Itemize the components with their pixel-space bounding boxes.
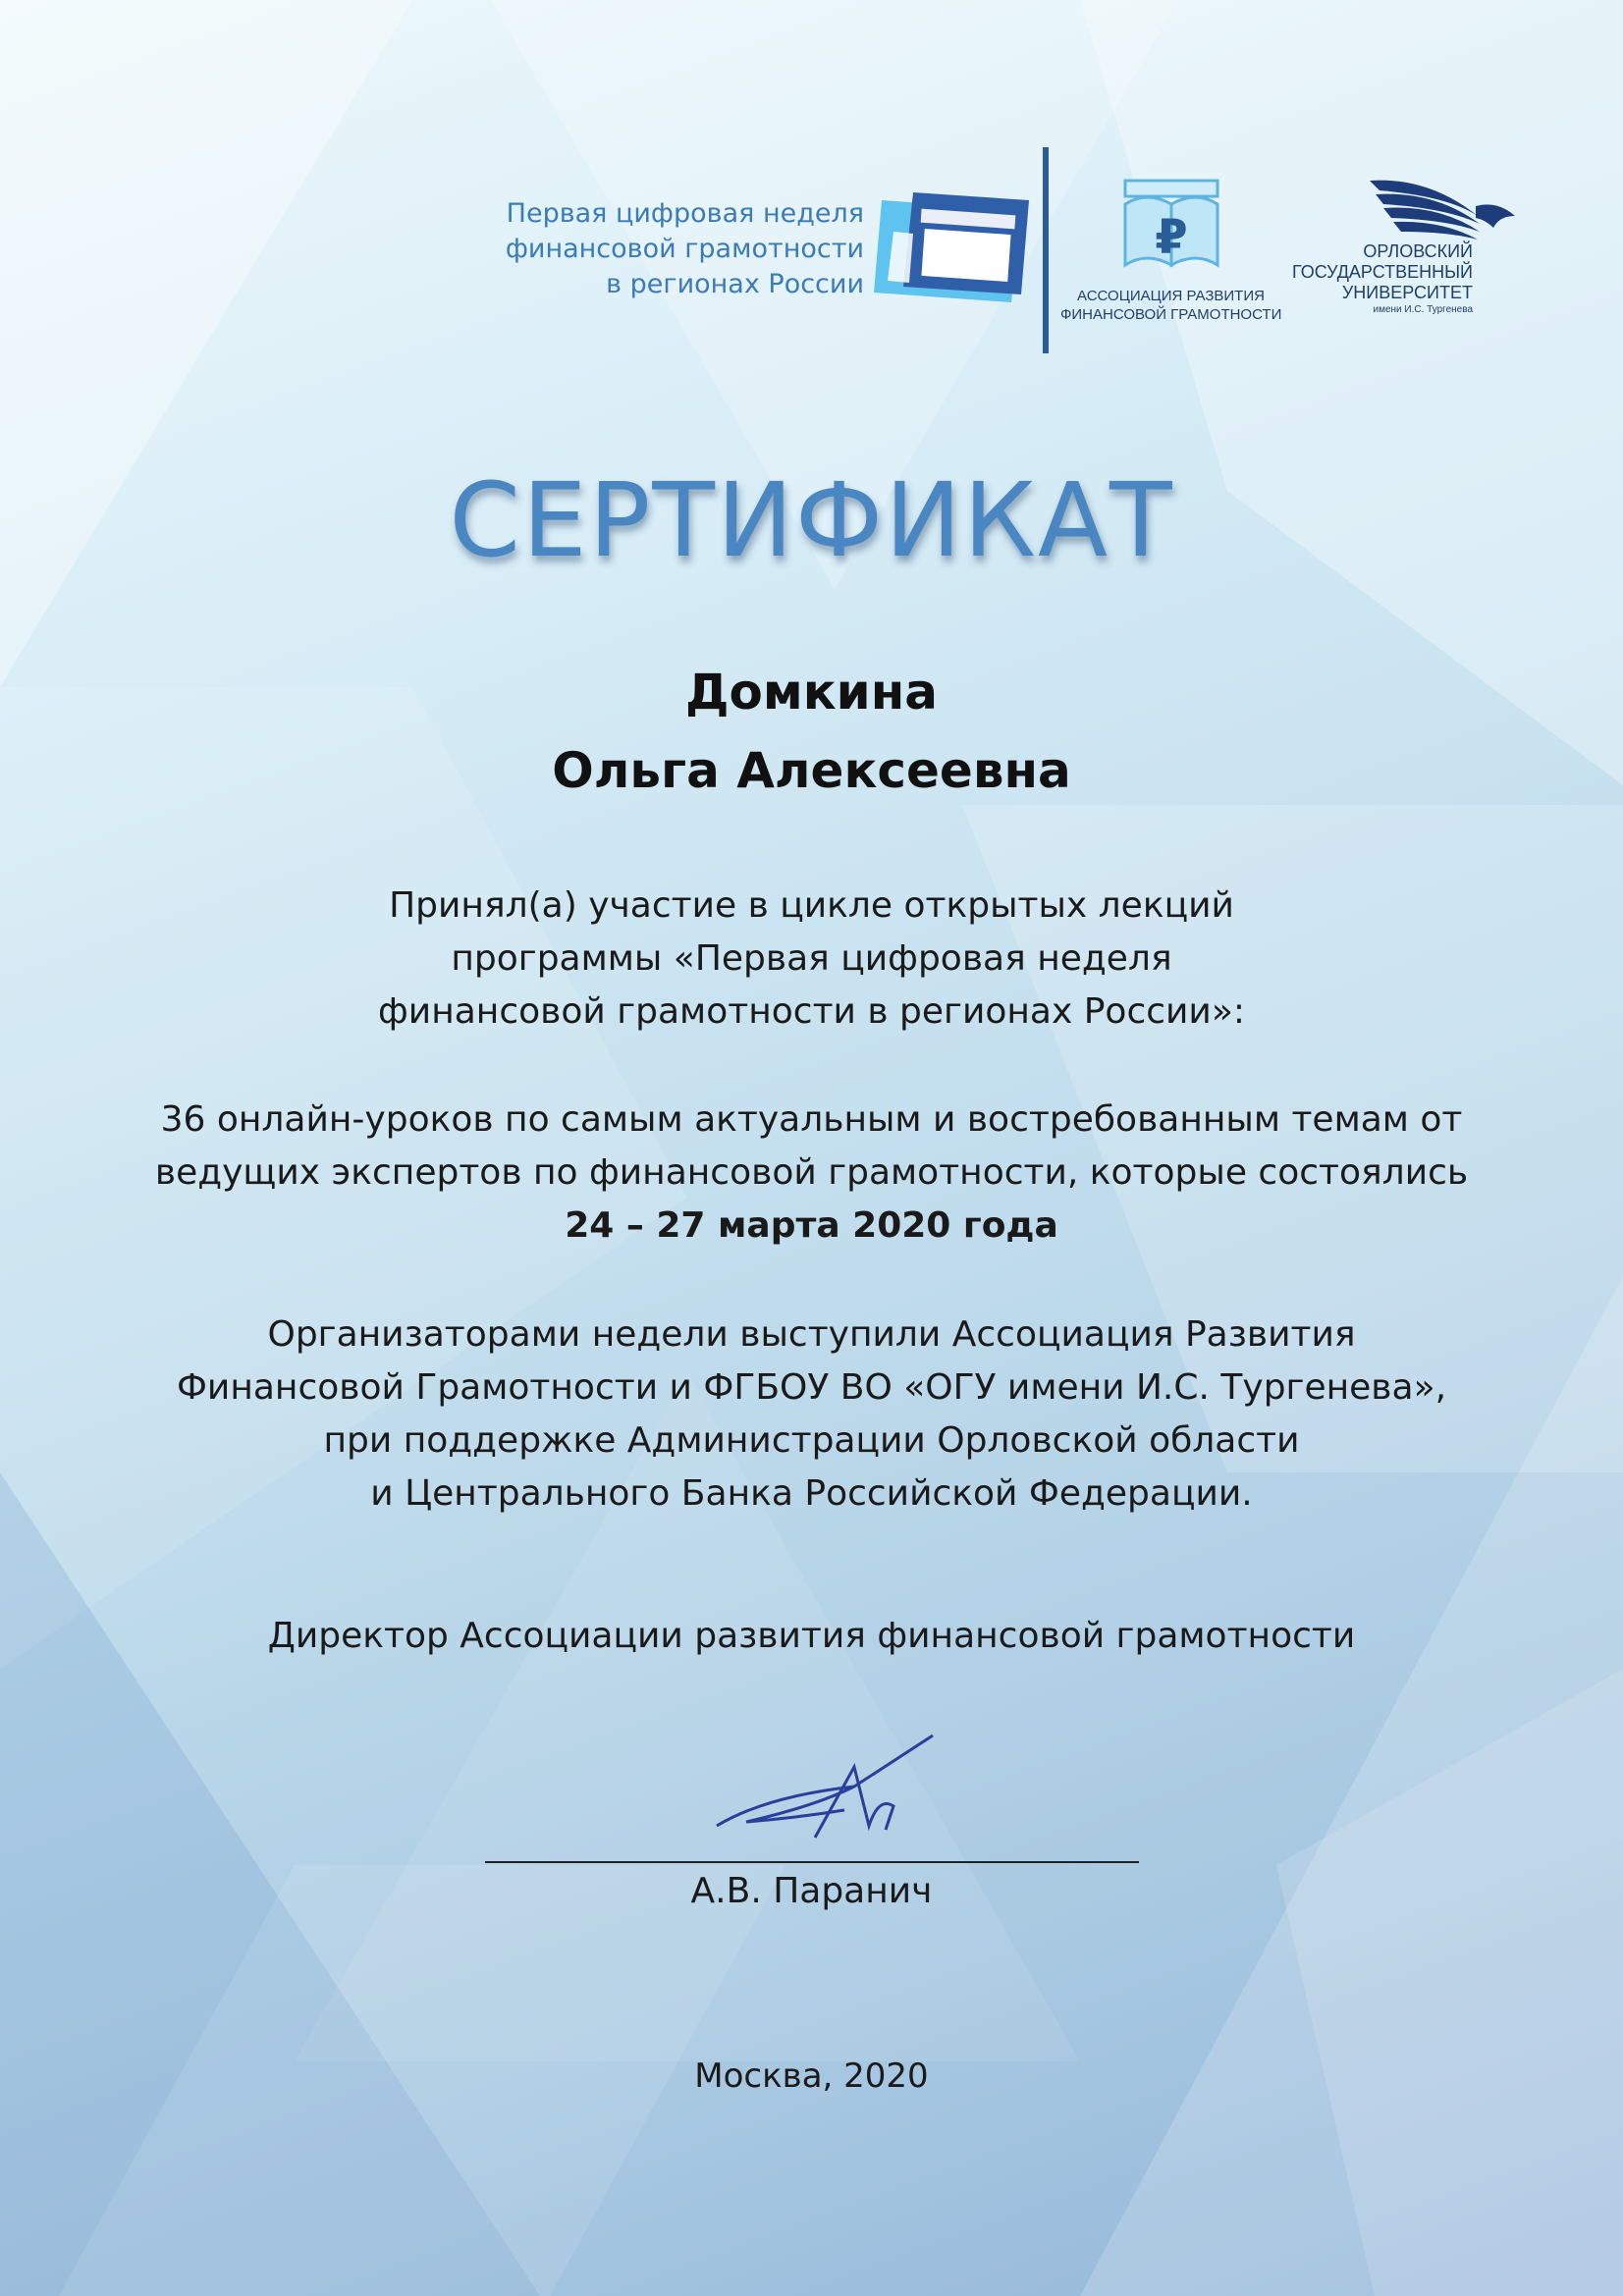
paragraph-line: Финансовой Грамотности и ФГБОУ ВО «ОГУ имени И.С. Тургенева», <box>176 1367 1447 1408</box>
logo-university-text <box>1276 241 1473 317</box>
logo-week-line-1: Первая цифровая неделя <box>506 198 864 229</box>
signature-line <box>485 1861 1139 1863</box>
logo-week-line-3: в регионах России <box>606 269 864 299</box>
paragraph-line: и Центрального Банка Российской Федерации. <box>370 1473 1253 1514</box>
participation-paragraph <box>0 880 1623 1039</box>
logo-association-text <box>1060 287 1281 324</box>
logo-ogu-line-1: ОРЛОВСКИЙ <box>1363 241 1473 261</box>
logo-week-line-2: финансовой грамотности <box>505 234 864 264</box>
paragraph-line: финансовой грамотности в регионах России»: <box>378 991 1245 1032</box>
recipient-last-name: Домкина <box>684 664 938 721</box>
event-dates: 24 – 27 марта 2020 года <box>565 1205 1058 1246</box>
logo-ogu-subline: имени И.С. Тургенева <box>1373 304 1473 315</box>
logo-divider <box>1043 147 1049 353</box>
logo-assoc-line-2: ФИНАНСОВОЙ ГРАМОТНОСТИ <box>1060 306 1282 323</box>
recipient-name <box>0 653 1623 810</box>
organizers-paragraph <box>0 1308 1623 1521</box>
lessons-paragraph <box>0 1094 1623 1253</box>
paragraph-line: 36 онлайн-уроков по самым актуальным и востребованным темам от <box>160 1099 1463 1140</box>
paragraph-line: программы «Первая цифровая неделя <box>451 938 1172 979</box>
director-title: Директор Ассоциации развития финансовой грамотности <box>267 1616 1356 1656</box>
paragraph-line: Принял(а) участие в цикле открытых лекций <box>389 885 1234 926</box>
ruble-book-icon <box>1117 177 1225 275</box>
logo-ogu-line-2: ГОСУДАРСТВЕННЫЙ <box>1291 262 1473 282</box>
recipient-first-middle: Ольга Алексеевна <box>552 742 1071 799</box>
certificate-title: СЕРТИФИКАТ <box>449 460 1174 580</box>
signer-name: А.В. Паранич <box>690 1871 933 1911</box>
paragraph-line: ведущих экспертов по финансовой грамотности, которые состоялись <box>154 1152 1469 1193</box>
svg-text:₽: ₽ <box>1155 210 1188 265</box>
paragraph-line: Организаторами недели выступили Ассоциация Развития <box>267 1314 1356 1355</box>
place-date: Москва, 2020 <box>694 2056 929 2096</box>
handwritten-signature <box>707 1728 962 1855</box>
logo-digital-week-text <box>432 196 864 302</box>
browser-window-icon <box>874 192 1031 310</box>
logo-ogu-line-3: УНИВЕРСИТЕТ <box>1341 283 1473 302</box>
eagle-wings-icon <box>1370 177 1517 245</box>
logo-assoc-line-1: АССОЦИАЦИЯ РАЗВИТИЯ <box>1077 288 1265 304</box>
paragraph-line: при поддержке Администрации Орловской области <box>323 1420 1300 1461</box>
